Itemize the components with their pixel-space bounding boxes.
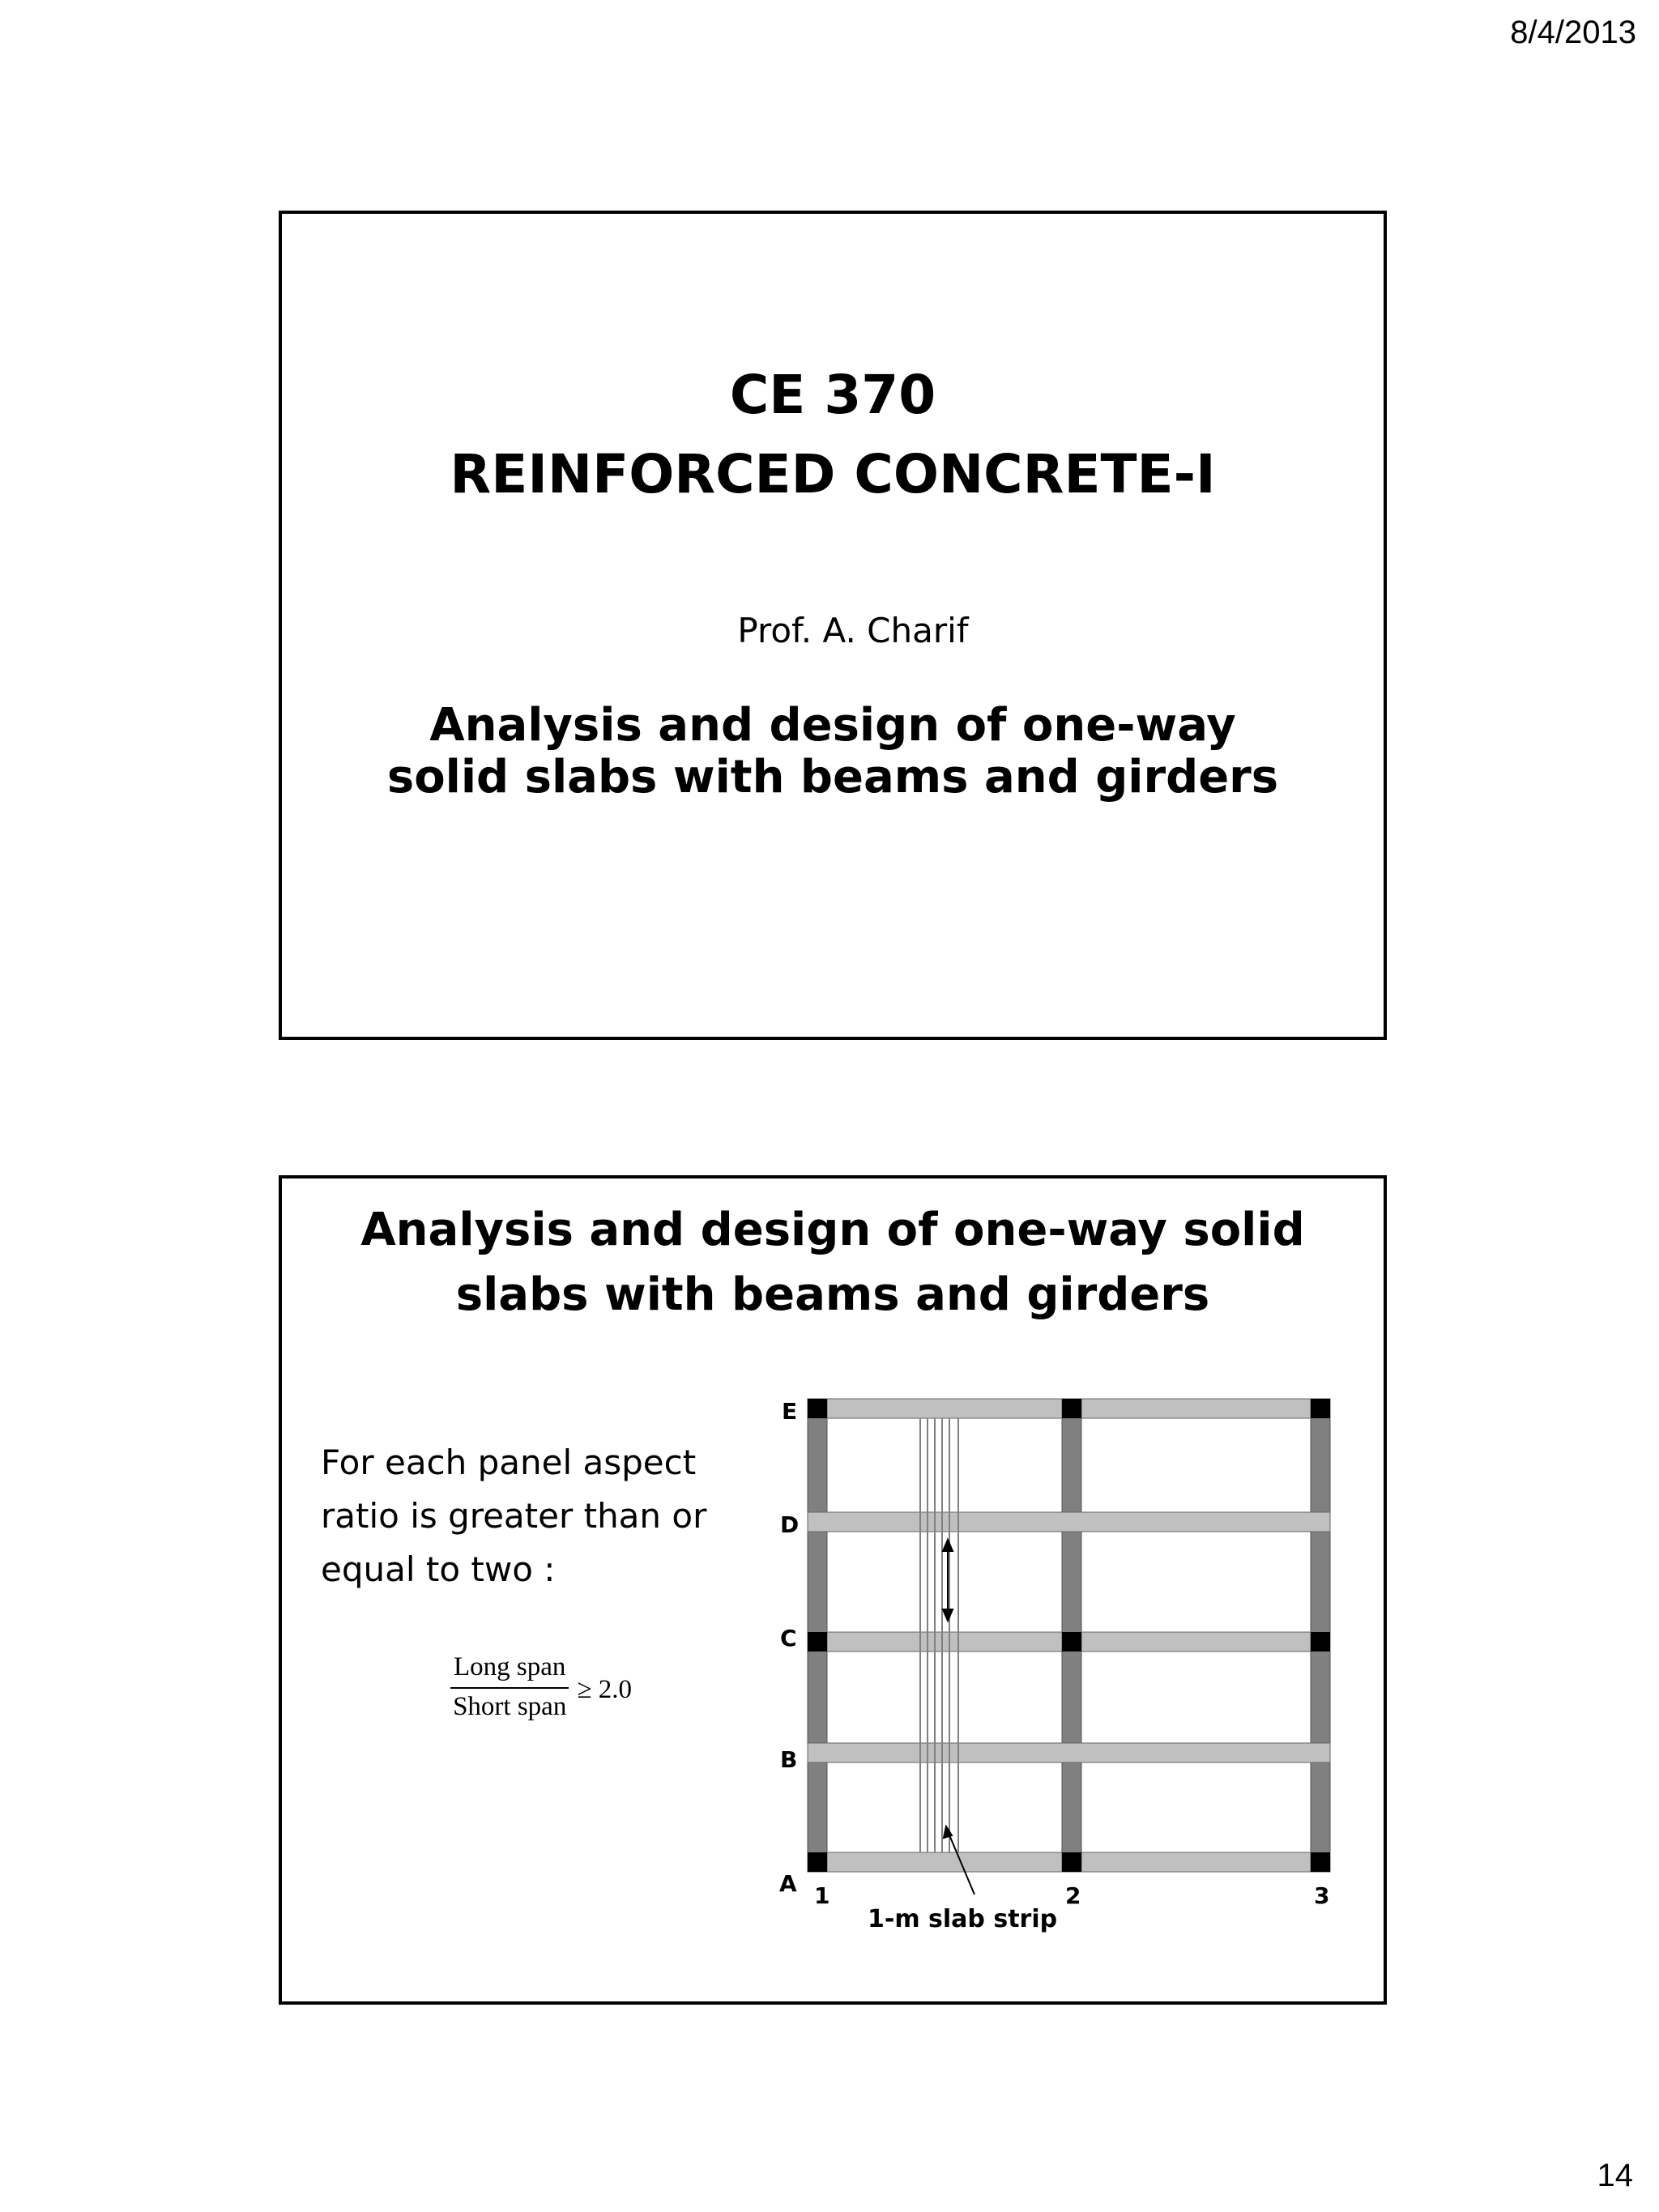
heading-line-2: slabs with beams and girders <box>455 1268 1210 1321</box>
span-direction-arrow <box>943 1540 953 1621</box>
beam-line-a-bay-1 <box>827 1852 1062 1872</box>
beam-line-c-bay-1 <box>827 1632 1062 1652</box>
formula-denominator: Short span <box>453 1692 567 1721</box>
column-label-1: 1 <box>814 1882 830 1909</box>
body-line-3: equal to two : <box>321 1549 556 1589</box>
course-heading <box>282 356 1384 514</box>
row-label-d: D <box>780 1511 800 1538</box>
body-line-2: ratio is greater than or <box>321 1496 707 1536</box>
slide-title <box>279 211 1387 1040</box>
slide-one-way-slab <box>279 1175 1387 2005</box>
column-label-3: 3 <box>1314 1882 1330 1909</box>
body-line-1: For each panel aspect <box>321 1443 697 1482</box>
beam-line-a-bay-2 <box>1081 1852 1311 1872</box>
beam-line-c-bay-2 <box>1081 1632 1311 1652</box>
column-a3 <box>1311 1852 1330 1872</box>
row-label-b: B <box>780 1746 798 1773</box>
author: Prof. A. Charif <box>737 611 969 650</box>
beam-line-b <box>808 1743 1330 1762</box>
page-number: 14 <box>1597 2158 1633 2193</box>
subtitle-line-1: Analysis and design of one-way <box>429 699 1236 752</box>
subtitle-line-2: solid slabs with beams and girders <box>386 751 1279 803</box>
course-code: CE 370 <box>729 364 936 426</box>
beam-line-d <box>808 1512 1330 1532</box>
heading-line-1: Analysis and design of one-way solid <box>360 1204 1305 1256</box>
formula-numerator: Long span <box>450 1652 569 1689</box>
row-label-e: E <box>782 1398 798 1425</box>
beam-line-e-bay-1 <box>827 1399 1062 1418</box>
course-title: REINFORCED CONCRETE-I <box>450 443 1216 505</box>
column-c2 <box>1062 1632 1081 1652</box>
formula-relation: ≥ 2.0 <box>577 1674 633 1704</box>
column-a1 <box>808 1852 827 1872</box>
header-date: 8/4/2013 <box>1510 15 1636 50</box>
column-e2 <box>1062 1399 1081 1418</box>
column-c3 <box>1311 1632 1330 1652</box>
beam-line-e-bay-2 <box>1081 1399 1311 1418</box>
floor-plan-diagram <box>282 1178 1390 2008</box>
column-a2 <box>1062 1852 1081 1872</box>
column-e1 <box>808 1399 827 1418</box>
strip-label: 1-m slab strip <box>868 1905 1058 1933</box>
column-e3 <box>1311 1399 1330 1418</box>
column-label-2: 2 <box>1065 1882 1081 1909</box>
row-label-c: C <box>780 1625 797 1652</box>
column-c1 <box>808 1632 827 1652</box>
row-label-a: A <box>779 1870 797 1897</box>
lecture-subtitle <box>282 700 1384 803</box>
